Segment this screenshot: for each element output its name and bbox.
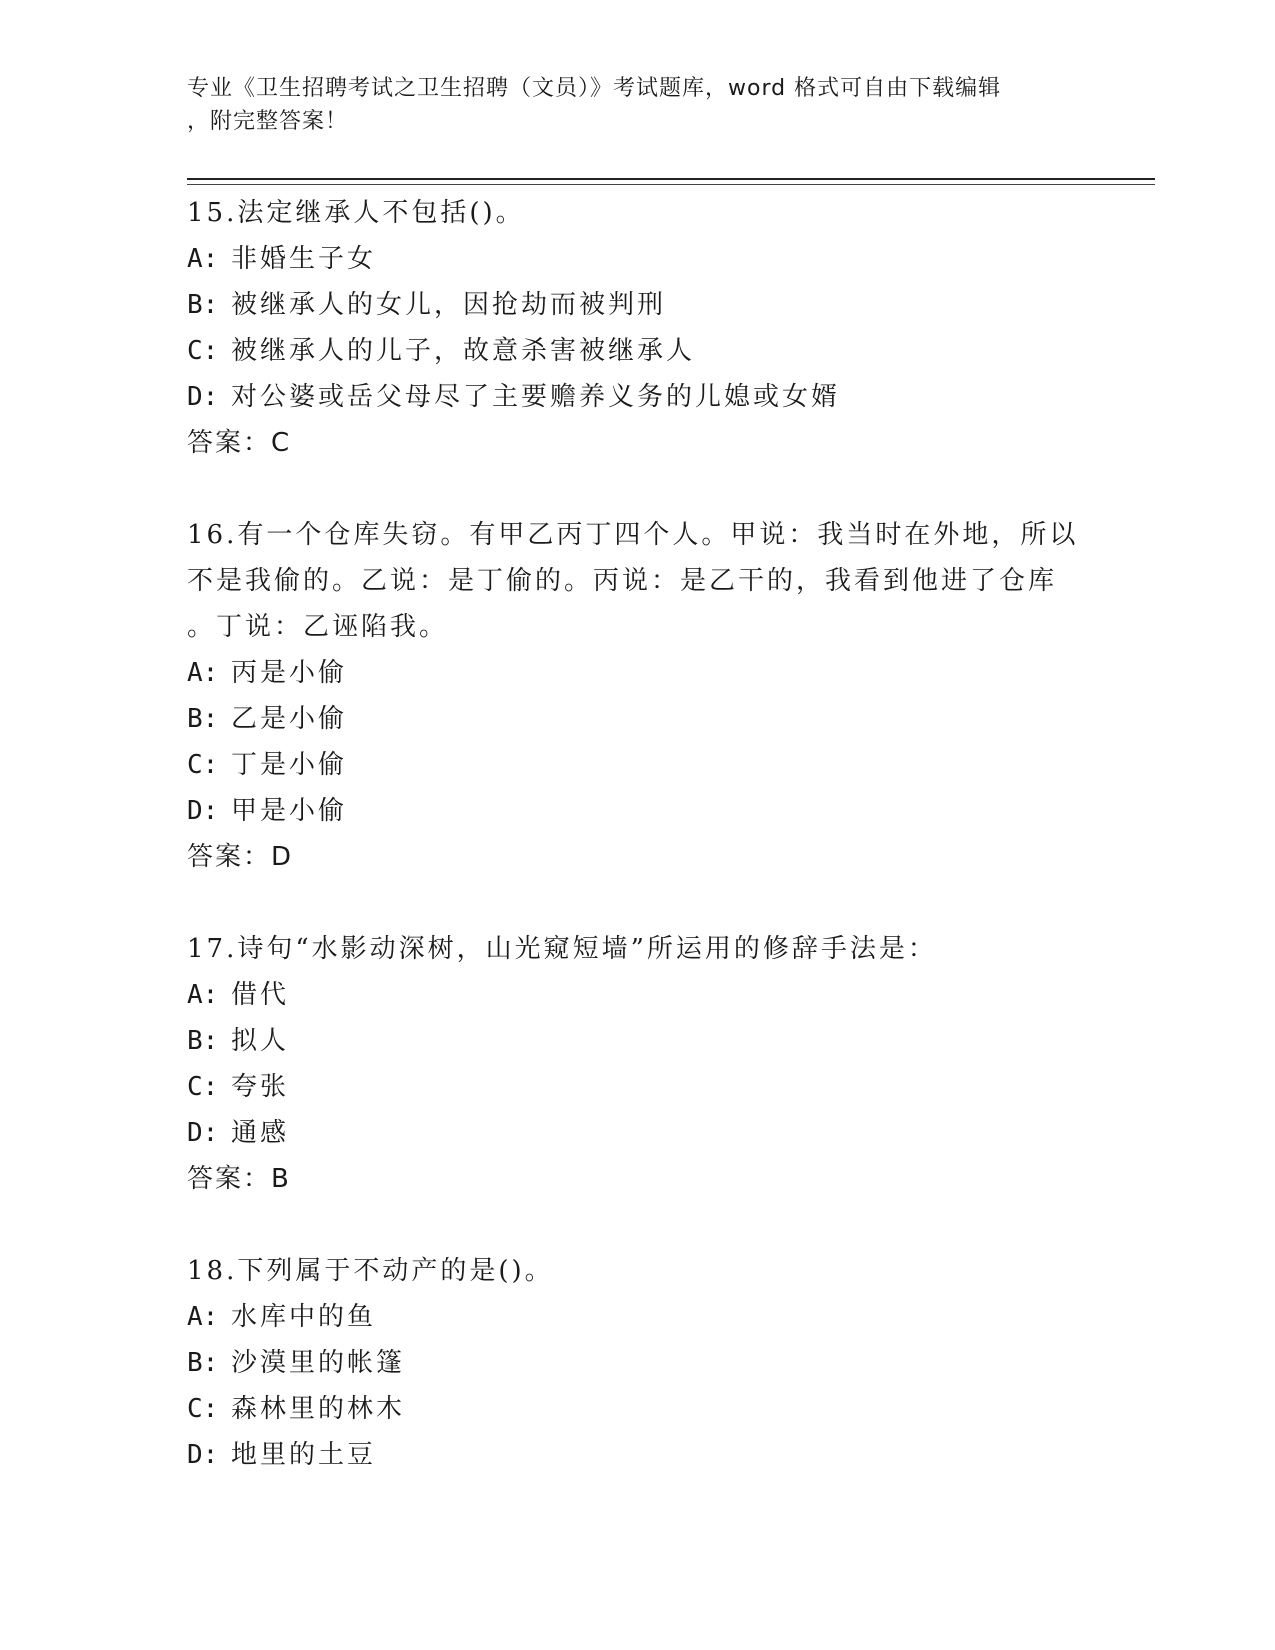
answer-option <box>187 650 1087 696</box>
answer-key: 答案：D <box>187 842 294 872</box>
header-divider-thick <box>187 178 1155 180</box>
option-label: D: <box>187 382 219 412</box>
question-stem-line: 16.有一个仓库失窃。有甲乙丙丁四个人。甲说：我当时在外地，所以 <box>187 520 1079 550</box>
answer-option <box>187 696 1087 742</box>
question-stem-line: 15.法定继承人不包括()。 <box>187 198 525 228</box>
option-label: B: <box>187 1026 219 1056</box>
option-text: 地里的土豆 <box>231 1440 377 1470</box>
option-label: B: <box>187 1348 219 1378</box>
option-text: 丙是小偷 <box>231 658 348 688</box>
option-text: 通感 <box>231 1118 290 1148</box>
option-label: D: <box>187 1440 219 1470</box>
answer-key: 答案：C <box>187 428 292 458</box>
option-text: 非婚生子女 <box>231 244 377 274</box>
question-block <box>187 926 1087 1202</box>
option-label: C: <box>187 1072 219 1102</box>
question-stem-line: 。丁说：乙诬陷我。 <box>187 612 449 642</box>
option-label: A: <box>187 658 219 688</box>
option-label: A: <box>187 244 219 274</box>
answer-option <box>187 1110 1087 1156</box>
option-text: 甲是小偷 <box>231 796 348 826</box>
header-intro-line-1: 专业《卫生招聘考试之卫生招聘（文员）》考试题库，word 格式可自由下载编辑 <box>187 76 1002 101</box>
option-text: 丁是小偷 <box>231 750 348 780</box>
answer-key: 答案：B <box>187 1164 291 1194</box>
answer-option <box>187 1386 1087 1432</box>
header-intro-line-2: ，附完整答案！ <box>187 109 349 134</box>
answer-option <box>187 1064 1087 1110</box>
answer-option <box>187 1018 1087 1064</box>
option-text: 拟人 <box>231 1026 290 1056</box>
answer-option <box>187 374 1087 420</box>
question-stem-line: 不是我偷的。乙说：是丁偷的。丙说：是乙干的，我看到他进了仓库 <box>187 566 1058 596</box>
option-text: 借代 <box>231 980 290 1010</box>
option-text: 森林里的林木 <box>231 1394 406 1424</box>
answer-option <box>187 1432 1087 1478</box>
option-label: A: <box>187 1302 219 1332</box>
answer-option <box>187 328 1087 374</box>
option-text: 夸张 <box>231 1072 290 1102</box>
question-stem-line: 18.下列属于不动产的是()。 <box>187 1256 554 1286</box>
option-text: 乙是小偷 <box>231 704 348 734</box>
option-label: C: <box>187 1394 219 1424</box>
question-block <box>187 190 1087 466</box>
option-text: 被继承人的儿子，故意杀害被继承人 <box>231 336 696 366</box>
document-header <box>187 72 1067 138</box>
option-text: 沙漠里的帐篷 <box>231 1348 406 1378</box>
option-label: C: <box>187 750 219 780</box>
option-label: A: <box>187 980 219 1010</box>
answer-option <box>187 1340 1087 1386</box>
option-label: B: <box>187 290 219 320</box>
option-text: 被继承人的女儿，因抢劫而被判刑 <box>231 290 667 320</box>
option-text: 水库中的鱼 <box>231 1302 377 1332</box>
option-label: D: <box>187 796 219 826</box>
option-label: B: <box>187 704 219 734</box>
answer-option <box>187 788 1087 834</box>
question-stem-line: 17.诗句“水影动深树，山光窥短墙”所运用的修辞手法是： <box>187 934 937 964</box>
question-block <box>187 1248 1087 1478</box>
question-list <box>187 190 1087 1478</box>
option-label: C: <box>187 336 219 366</box>
answer-option <box>187 1294 1087 1340</box>
question-block <box>187 512 1087 880</box>
answer-option <box>187 972 1087 1018</box>
header-divider-thin <box>187 184 1155 185</box>
answer-option <box>187 282 1087 328</box>
answer-option <box>187 742 1087 788</box>
option-label: D: <box>187 1118 219 1148</box>
answer-option <box>187 236 1087 282</box>
option-text: 对公婆或岳父母尽了主要赡养义务的儿媳或女婿 <box>231 382 841 412</box>
